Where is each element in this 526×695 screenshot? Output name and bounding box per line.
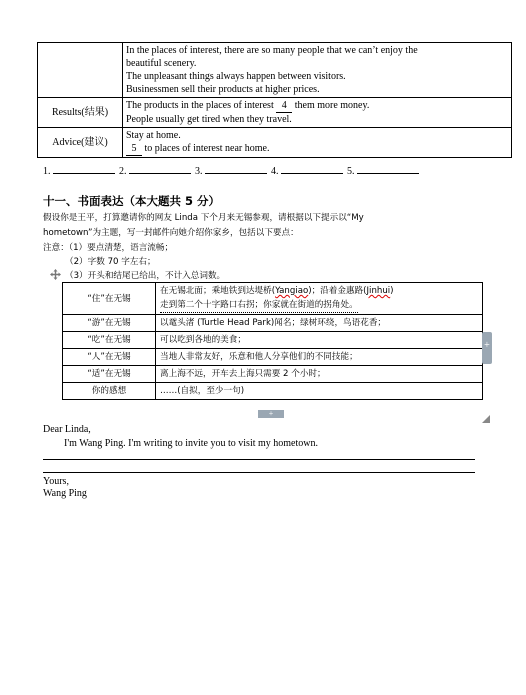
text-line: Businessmen sell their products at higher prices. <box>126 84 320 95</box>
answer-line[interactable] <box>129 164 191 174</box>
table-row <box>38 98 512 128</box>
text-line <box>160 284 478 298</box>
point-label: “住”在无锡 <box>63 283 156 315</box>
text-line: In the places of interest, there are so many people that we can’t enjoy the <box>126 45 418 56</box>
spellcheck-word: Jinhui <box>366 286 391 296</box>
point-label: “吃”在无锡 <box>63 332 156 349</box>
point-content: 离上海不远，开车去上海只需要 2 个小时； <box>156 366 483 383</box>
answer-line[interactable] <box>281 164 343 174</box>
letter-greeting: Dear Linda, <box>43 424 91 435</box>
point-content: 可以吃到各地的美食； <box>156 332 483 349</box>
writing-line[interactable] <box>43 459 475 460</box>
table-row <box>38 43 512 98</box>
add-row-icon[interactable]: + <box>258 410 284 418</box>
point-label: “游”在无锡 <box>63 315 156 332</box>
note-line: 注意：（1）要点清楚，语言流畅； <box>43 243 174 253</box>
table-row <box>63 349 483 366</box>
section-title: 十一、书面表达（本大题共 5 分） <box>43 194 221 208</box>
text-segment: them more money. <box>292 100 370 111</box>
table-cell <box>123 43 512 98</box>
note-line: （2）字数 70 字左右； <box>65 257 156 267</box>
note-line: （3）开头和结尾已给出，不计入总词数。 <box>65 271 226 281</box>
answer-blank-4[interactable]: 4 <box>276 99 292 113</box>
writing-line[interactable] <box>43 472 475 473</box>
prompt-line: 假设你是王平，打算邀请你的网友 Linda 下个月来无锡参观，请根据以下提示以“My <box>43 213 364 223</box>
letter-opening: I'm Wang Ping. I'm writing to invite you to visit my hometown. <box>64 438 318 449</box>
resize-corner-icon[interactable] <box>482 410 490 418</box>
move-handle-icon[interactable] <box>50 269 61 283</box>
text-line: beautiful scenery. <box>126 58 197 69</box>
answer-line[interactable] <box>53 164 115 174</box>
point-label: 你的感想 <box>63 383 156 400</box>
table-row <box>63 383 483 400</box>
text-line <box>126 142 508 156</box>
table-cell-empty <box>38 43 123 98</box>
spellcheck-word: Yangiao <box>275 286 309 296</box>
point-label: “适”在无锡 <box>63 366 156 383</box>
table-cell <box>123 98 512 128</box>
point-content: ……(自拟，至少一句) <box>156 383 483 400</box>
blank-number: 4. <box>271 166 279 177</box>
blank-number: 1. <box>43 166 51 177</box>
answer-blank-5[interactable]: 5 <box>126 142 142 156</box>
blank-number: 2. <box>119 166 127 177</box>
blank-number: 5. <box>347 166 355 177</box>
letter-closing: Yours, <box>43 476 69 487</box>
letter-signature: Wang Ping <box>43 488 87 499</box>
point-content <box>156 283 483 315</box>
text-line: 走到第二个十字路口右拐；你家就在街道的拐角处。 <box>160 298 358 313</box>
reading-table <box>37 42 512 158</box>
text-line: People usually get tired when they travel. <box>126 114 292 125</box>
row-label-results: Results(结果) <box>38 98 123 128</box>
table-row <box>63 366 483 383</box>
text-line <box>126 99 508 113</box>
table-row <box>63 315 483 332</box>
table-row <box>38 128 512 158</box>
table-cell <box>123 128 512 158</box>
answer-line[interactable] <box>205 164 267 174</box>
blank-number: 3. <box>195 166 203 177</box>
text-segment: )；沿着金惠路( <box>308 286 367 296</box>
text-line: Stay at home. <box>126 130 181 141</box>
text-line: The unpleasant things always happen between visitors. <box>126 71 346 82</box>
table-row <box>63 283 483 315</box>
point-label: “人”在无锡 <box>63 349 156 366</box>
prompt-line: hometown”为主题，写一封邮件向她介绍你家乡，包括以下要点： <box>43 228 299 238</box>
point-content: 以鼋头渚 (Turtle Head Park)闻名；绿树环绕，鸟语花香； <box>156 315 483 332</box>
row-label-advice: Advice(建议) <box>38 128 123 158</box>
table-row <box>63 332 483 349</box>
text-segment: 在无锡北面；乘地铁到达堤桥( <box>160 286 276 296</box>
text-segment: to places of interest near home. <box>142 143 270 154</box>
expand-handle-icon[interactable]: + <box>482 332 492 364</box>
text-segment: ) <box>390 286 394 296</box>
point-content: 当地人非常友好，乐意和他人分享他们的不同技能； <box>156 349 483 366</box>
answer-blanks <box>43 164 421 177</box>
writing-points-table <box>62 282 483 400</box>
text-segment: The products in the places of interest <box>126 100 277 111</box>
answer-line[interactable] <box>357 164 419 174</box>
